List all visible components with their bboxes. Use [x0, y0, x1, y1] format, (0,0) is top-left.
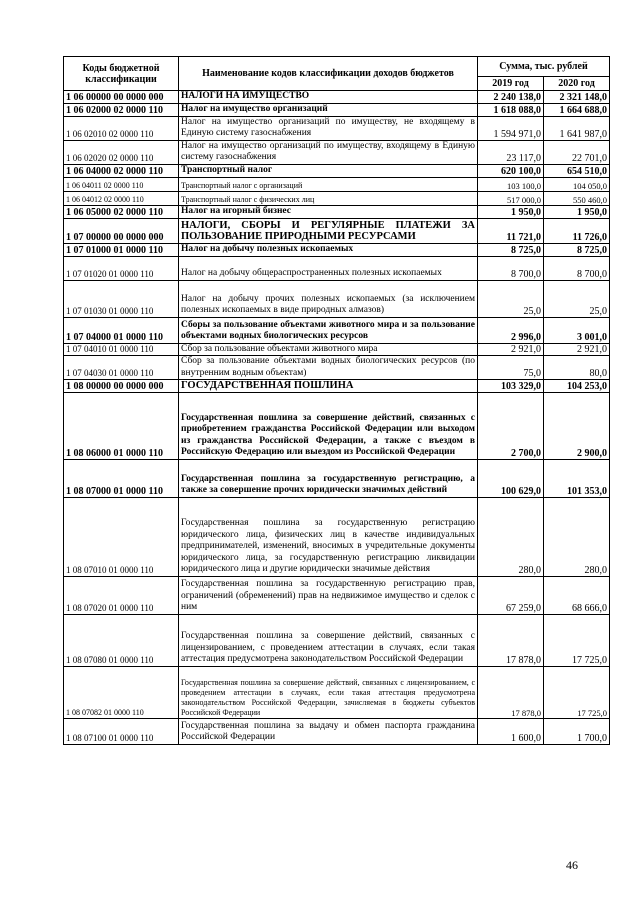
row-name: Государственная пошлина за совершение действий, связанных с приобретением гражданства Российской Федерации или выходом из гражданства Российской Федерации, а также с въездом в Российскую Федерацию или выездом из Российской Федерации	[179, 392, 478, 459]
row-value-2020: 104 253,0	[544, 380, 610, 393]
row-code: 1 06 02000 02 0000 110	[64, 103, 179, 116]
row-code: 1 08 07000 01 0000 110	[64, 459, 179, 497]
row-name: Транспортный налог с физических лиц	[179, 191, 478, 205]
table-row	[64, 91, 610, 104]
row-name: Сборы за пользование объектами животного мира и за пользование объектами водных биологических ресурсов	[179, 317, 478, 343]
row-name: НАЛОГИ, СБОРЫ И РЕГУЛЯРНЫЕ ПЛАТЕЖИ ЗА ПОЛЬЗОВАНИЕ ПРИРОДНЫМИ РЕСУРСАМИ	[179, 218, 478, 243]
row-name: Государственная пошлина за государственную регистрацию, а также за совершение прочих юридически значимых действий	[179, 459, 478, 497]
row-value-2020: 8 700,0	[544, 256, 610, 280]
row-name: Налог на добычу прочих полезных ископаемых (за исключением полезных ископаемых в виде природных алмазов)	[179, 280, 478, 317]
row-value-2019: 67 259,0	[478, 576, 544, 614]
row-value-2020: 17 725,0	[544, 614, 610, 666]
table-row	[64, 191, 610, 205]
row-value-2020: 11 726,0	[544, 218, 610, 243]
row-name: Налог на добычу полезных ископаемых	[179, 243, 478, 256]
row-value-2019: 2 996,0	[478, 317, 544, 343]
table-row	[64, 205, 610, 218]
table-row	[64, 392, 610, 459]
row-code: 1 07 01000 01 0000 110	[64, 243, 179, 256]
table-row	[64, 256, 610, 280]
row-name: Государственная пошлина за выдачу и обмен паспорта гражданина Российской Федерации	[179, 718, 478, 744]
row-code: 1 06 00000 00 0000 000	[64, 91, 179, 104]
row-code: 1 06 05000 02 0000 110	[64, 205, 179, 218]
row-value-2020: 25,0	[544, 280, 610, 317]
table-row	[64, 343, 610, 356]
row-value-2020: 22 701,0	[544, 140, 610, 164]
row-value-2019: 11 721,0	[478, 218, 544, 243]
row-value-2019: 17 878,0	[478, 614, 544, 666]
row-code: 1 06 02010 02 0000 110	[64, 116, 179, 140]
row-value-2020: 1 641 987,0	[544, 116, 610, 140]
table-body	[64, 91, 610, 745]
row-value-2019: 2 240 138,0	[478, 91, 544, 104]
table-row	[64, 280, 610, 317]
row-value-2019: 1 950,0	[478, 205, 544, 218]
row-name: Сбор за пользование объектами водных биологических ресурсов (по внутренним водным объектам)	[179, 356, 478, 380]
page-number: 46	[566, 858, 578, 872]
row-code: 1 08 07100 01 0000 110	[64, 718, 179, 744]
row-code: 1 08 06000 01 0000 110	[64, 392, 179, 459]
table-row	[64, 116, 610, 140]
row-value-2019: 280,0	[478, 497, 544, 576]
table-row	[64, 718, 610, 744]
row-code: 1 08 00000 00 0000 000	[64, 380, 179, 393]
row-code: 1 08 07020 01 0000 110	[64, 576, 179, 614]
row-code: 1 07 01030 01 0000 110	[64, 280, 179, 317]
header-sum: Сумма, тыс. рублей	[478, 57, 610, 77]
row-name: Транспортный налог	[179, 164, 478, 177]
row-value-2019: 1 618 088,0	[478, 103, 544, 116]
table-row	[64, 243, 610, 256]
row-name: Налог на имущество организаций	[179, 103, 478, 116]
row-code: 1 06 04000 02 0000 110	[64, 164, 179, 177]
row-value-2020: 80,0	[544, 356, 610, 380]
header-year-2019: 2019 год	[478, 77, 544, 91]
table-row	[64, 103, 610, 116]
row-value-2020: 8 725,0	[544, 243, 610, 256]
row-name: Государственная пошлина за совершение действий, связанных с лицензированием, с проведением аттестации в случаях, если такая аттестация предусмотрена законодательством Российской Федерации, зачисляемая в бюджеты субъектов Российской Федерации	[179, 666, 478, 718]
row-code: 1 06 04012 02 0000 110	[64, 191, 179, 205]
header-code: Коды бюджетной классификации	[64, 57, 179, 91]
row-code: 1 08 07082 01 0000 110	[64, 666, 179, 718]
row-value-2019: 2 700,0	[478, 392, 544, 459]
row-value-2020: 2 321 148,0	[544, 91, 610, 104]
row-value-2020: 550 460,0	[544, 191, 610, 205]
row-code: 1 08 07080 01 0000 110	[64, 614, 179, 666]
row-name: Государственная пошлина за государственную регистрацию прав, ограничений (обременений) прав на недвижимое имущество и сделок с ним	[179, 576, 478, 614]
row-value-2020: 654 510,0	[544, 164, 610, 177]
row-value-2019: 1 594 971,0	[478, 116, 544, 140]
row-name: ГОСУДАРСТВЕННАЯ ПОШЛИНА	[179, 380, 478, 393]
table-row	[64, 177, 610, 191]
table-row	[64, 666, 610, 718]
row-name: НАЛОГИ НА ИМУЩЕСТВО	[179, 91, 478, 104]
row-value-2020: 1 700,0	[544, 718, 610, 744]
row-value-2019: 517 000,0	[478, 191, 544, 205]
row-code: 1 07 00000 00 0000 000	[64, 218, 179, 243]
row-value-2020: 101 353,0	[544, 459, 610, 497]
table-row	[64, 140, 610, 164]
row-value-2019: 23 117,0	[478, 140, 544, 164]
table-row	[64, 164, 610, 177]
table-row	[64, 497, 610, 576]
header-name: Наименование кодов классификации доходов бюджетов	[179, 57, 478, 91]
table-row	[64, 218, 610, 243]
row-value-2019: 17 878,0	[478, 666, 544, 718]
row-name: Налог на добычу общераспространенных полезных ископаемых	[179, 256, 478, 280]
row-code: 1 07 04000 01 0000 110	[64, 317, 179, 343]
table-row	[64, 614, 610, 666]
row-code: 1 06 04011 02 0000 110	[64, 177, 179, 191]
row-code: 1 07 01020 01 0000 110	[64, 256, 179, 280]
budget-revenue-table	[63, 56, 610, 745]
row-value-2019: 25,0	[478, 280, 544, 317]
row-value-2020: 280,0	[544, 497, 610, 576]
table-row	[64, 459, 610, 497]
row-value-2020: 1 950,0	[544, 205, 610, 218]
table-row	[64, 356, 610, 380]
header-year-2020: 2020 год	[544, 77, 610, 91]
row-value-2020: 17 725,0	[544, 666, 610, 718]
row-name: Транспортный налог с организаций	[179, 177, 478, 191]
row-value-2019: 2 921,0	[478, 343, 544, 356]
row-value-2020: 2 921,0	[544, 343, 610, 356]
row-value-2019: 100 629,0	[478, 459, 544, 497]
row-code: 1 07 04010 01 0000 110	[64, 343, 179, 356]
table-row	[64, 317, 610, 343]
row-value-2019: 75,0	[478, 356, 544, 380]
row-name: Налог на имущество организаций по имуществу, входящему в Единую систему газоснабжения	[179, 140, 478, 164]
row-value-2020: 2 900,0	[544, 392, 610, 459]
table-row	[64, 576, 610, 614]
row-name: Налог на игорный бизнес	[179, 205, 478, 218]
row-value-2019: 103 100,0	[478, 177, 544, 191]
row-name: Государственная пошлина за государственную регистрацию юридического лица, физических лиц в качестве индивидуальных предпринимателей, изменений, вносимых в учредительные документы юридического лица, за государственную регистрацию ликвидации юридического лица и другие юридически значимые действия	[179, 497, 478, 576]
table-row	[64, 380, 610, 393]
row-value-2020: 1 664 688,0	[544, 103, 610, 116]
row-code: 1 06 02020 02 0000 110	[64, 140, 179, 164]
row-value-2019: 8 700,0	[478, 256, 544, 280]
row-value-2019: 1 600,0	[478, 718, 544, 744]
row-name: Сбор за пользование объектами животного мира	[179, 343, 478, 356]
row-value-2020: 3 001,0	[544, 317, 610, 343]
row-value-2019: 103 329,0	[478, 380, 544, 393]
row-value-2020: 104 050,0	[544, 177, 610, 191]
row-code: 1 08 07010 01 0000 110	[64, 497, 179, 576]
row-name: Налог на имущество организаций по имуществу, не входящему в Единую систему газоснабжения	[179, 116, 478, 140]
row-code: 1 07 04030 01 0000 110	[64, 356, 179, 380]
row-value-2019: 620 100,0	[478, 164, 544, 177]
row-name: Государственная пошлина за совершение действий, связанных с лицензированием, с проведением аттестации в случаях, если такая аттестация предусмотрена законодательством Российской Федерации	[179, 614, 478, 666]
row-value-2020: 68 666,0	[544, 576, 610, 614]
row-value-2019: 8 725,0	[478, 243, 544, 256]
